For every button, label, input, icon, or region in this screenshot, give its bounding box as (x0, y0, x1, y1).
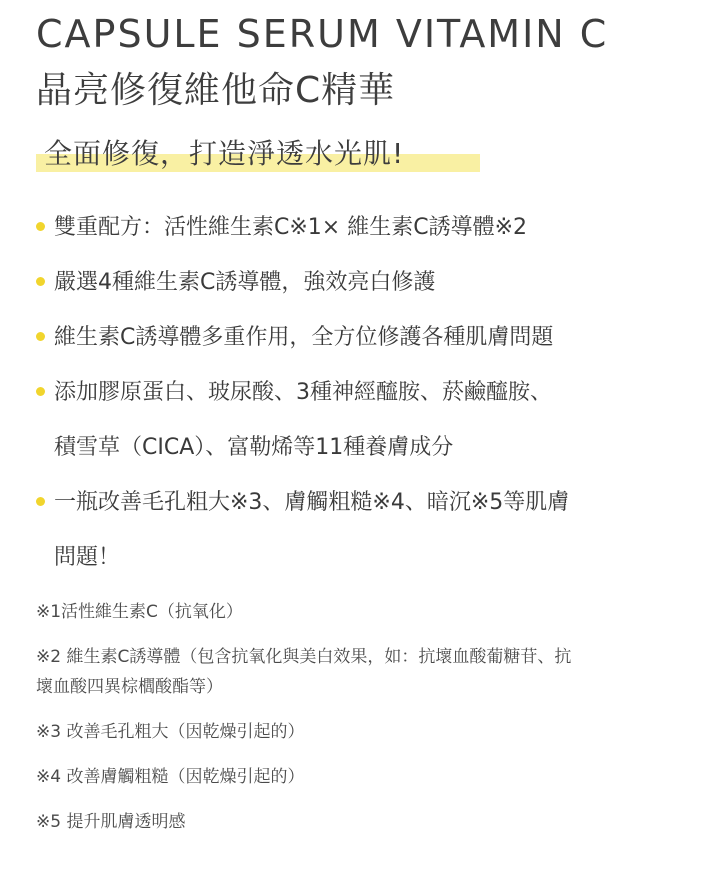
footnote-text: ※3 改善毛孔粗大（因乾燥引起的） (36, 722, 305, 742)
feature-item-text: 一瓶改善毛孔粗大※3、膚觸粗糙※4、暗沉※5等肌膚 (54, 490, 570, 515)
bullet-dot-icon (36, 222, 45, 231)
footnote (36, 717, 700, 747)
bullet-dot-icon (36, 332, 45, 341)
footnote-list (36, 597, 700, 852)
feature-item (36, 310, 700, 365)
feature-item-text: 添加膠原蛋白、玻尿酸、3種神經醯胺、菸鹼醯胺、 (54, 380, 552, 405)
feature-item-text-continued: 問題！ (54, 545, 121, 570)
bullet-dot-icon (36, 497, 45, 506)
bullet-dot-icon (36, 277, 45, 286)
footnote-text: ※2 維生素C誘導體（包含抗氧化與美白效果，如：抗壞血酸葡糖苷、抗 (36, 647, 572, 667)
feature-item-text: 嚴選4種維生素C誘導體，強效亮白修護 (54, 270, 436, 295)
highlight-headline (36, 132, 404, 178)
product-title-english: CAPSULE SERUM VITAMIN C (36, 12, 609, 56)
feature-item-text-continued: 積雪草（CICA）、富勒烯等11種養膚成分 (54, 435, 454, 460)
feature-list (36, 200, 700, 585)
footnote (36, 807, 700, 837)
footnote (36, 762, 700, 792)
footnote-text: ※5 提升肌膚透明感 (36, 812, 186, 832)
footnote-text-continued: 壞血酸四異棕櫚酸酯等） (36, 677, 223, 697)
feature-item (36, 255, 700, 310)
footnote-text: ※1活性維生素C（抗氧化） (36, 602, 243, 622)
feature-item-text: 維生素C誘導體多重作用，全方位修護各種肌膚問題 (54, 325, 554, 350)
feature-item-text: 雙重配方：活性維生素C※1× 維生素C誘導體※2 (54, 215, 528, 240)
footnote (36, 642, 700, 702)
footnote (36, 597, 700, 627)
highlight-headline-text: 全面修復，打造淨透水光肌! (44, 137, 405, 170)
product-title-chinese: 晶亮修復維他命C精華 (36, 70, 396, 111)
feature-item (36, 475, 700, 585)
footnote-text: ※4 改善膚觸粗糙（因乾燥引起的） (36, 767, 305, 787)
feature-item (36, 365, 700, 475)
feature-item (36, 200, 700, 255)
bullet-dot-icon (36, 387, 45, 396)
